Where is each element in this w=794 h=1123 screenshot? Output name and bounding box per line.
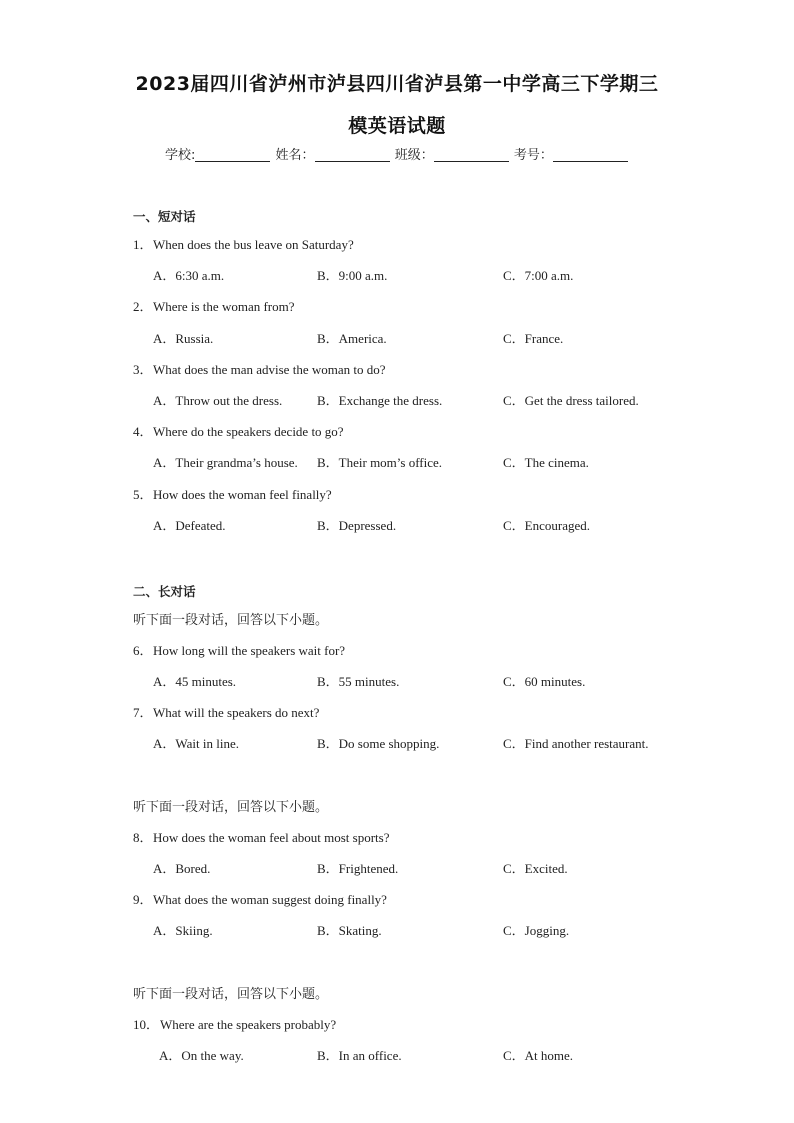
question-number: 10．	[133, 1017, 160, 1032]
question-text: What does the woman suggest doing finally?	[153, 892, 387, 907]
option-a[interactable]: A．Throw out the dress.	[153, 393, 283, 408]
option-b[interactable]: B．Exchange the dress.	[317, 393, 443, 408]
option-c[interactable]: C．The cinema.	[503, 455, 589, 470]
section1-heading: 一、短对话	[133, 209, 196, 224]
option-b[interactable]: B．Skating.	[317, 923, 382, 938]
question-number: 9．	[133, 892, 153, 907]
question-text: Where do the speakers decide to go?	[153, 424, 344, 439]
question-2	[133, 296, 295, 315]
section-instruction: 听下面一段对话，回答以下小题。	[133, 987, 329, 1002]
option-b[interactable]: B．In an office.	[317, 1048, 402, 1063]
option-b[interactable]: B．Their mom’s office.	[317, 455, 443, 470]
option-a[interactable]: A．Skiing.	[153, 923, 213, 938]
question-5	[133, 484, 332, 503]
question-text: What will the speakers do next?	[153, 705, 320, 720]
option-c[interactable]: C．Get the dress tailored.	[503, 393, 639, 408]
student-info-row	[165, 144, 629, 163]
option-a[interactable]: A．6:30 a.m.	[153, 268, 225, 283]
question-3	[133, 359, 386, 378]
question-4	[133, 421, 344, 440]
question-text: How does the woman feel finally?	[153, 487, 332, 502]
question-number: 2．	[133, 299, 153, 314]
question-number: 1．	[133, 237, 153, 252]
school-blank[interactable]	[195, 147, 270, 162]
option-a[interactable]: A．Bored.	[153, 861, 211, 876]
option-b[interactable]: B．Depressed.	[317, 518, 397, 533]
option-c[interactable]: C．At home.	[503, 1048, 574, 1063]
option-c[interactable]: C．France.	[503, 331, 564, 346]
number-blank[interactable]	[553, 147, 628, 162]
question-7	[133, 702, 319, 721]
option-b[interactable]: B．55 minutes.	[317, 674, 400, 689]
question-text: Where is the woman from?	[153, 299, 295, 314]
name-label: 姓名：	[275, 148, 315, 163]
option-a[interactable]: A．Defeated.	[153, 518, 226, 533]
option-b[interactable]: B．Frightened.	[317, 861, 399, 876]
option-c[interactable]: C．7:00 a.m.	[503, 268, 574, 283]
name-blank[interactable]	[315, 147, 390, 162]
option-a[interactable]: A．Wait in line.	[153, 736, 239, 751]
option-a[interactable]: A．45 minutes.	[153, 674, 237, 689]
option-b[interactable]: B．Do some shopping.	[317, 736, 440, 751]
question-1	[133, 234, 354, 253]
question-text: How long will the speakers wait for?	[153, 643, 346, 658]
option-a[interactable]: A．Their grandma’s house.	[153, 455, 298, 470]
question-number: 7．	[133, 705, 153, 720]
question-text: How does the woman feel about most sports?	[153, 830, 390, 845]
section2-heading: 二、长对话	[133, 584, 196, 599]
option-c[interactable]: C．Jogging.	[503, 923, 570, 938]
option-a[interactable]: A．On the way.	[159, 1048, 244, 1063]
question-8	[133, 827, 389, 846]
option-c[interactable]: C．Excited.	[503, 861, 568, 876]
class-label: 班级：	[394, 148, 434, 163]
question-text: Where are the speakers probably?	[160, 1017, 337, 1032]
school-label: 学校:	[165, 148, 196, 163]
exam-title-line2: 模英语试题	[348, 115, 446, 137]
option-b[interactable]: B．9:00 a.m.	[317, 268, 388, 283]
question-6	[133, 640, 345, 659]
option-c[interactable]: C．Find another restaurant.	[503, 736, 649, 751]
question-9	[133, 889, 387, 908]
option-c[interactable]: C．Encouraged.	[503, 518, 591, 533]
question-text: What does the man advise the woman to do?	[153, 362, 386, 377]
section-instruction: 听下面一段对话，回答以下小题。	[133, 613, 329, 628]
option-a[interactable]: A．Russia.	[153, 331, 214, 346]
question-text: When does the bus leave on Saturday?	[153, 237, 354, 252]
option-b[interactable]: B．America.	[317, 331, 387, 346]
option-c[interactable]: C．60 minutes.	[503, 674, 586, 689]
question-10	[133, 1014, 336, 1033]
question-number: 3．	[133, 362, 153, 377]
class-blank[interactable]	[434, 147, 509, 162]
exam-title-line1: 2023届四川省泸州市泸县四川省泸县第一中学高三下学期三	[135, 73, 659, 95]
question-number: 8．	[133, 830, 153, 845]
question-number: 5．	[133, 487, 153, 502]
question-number: 4．	[133, 424, 153, 439]
question-number: 6．	[133, 643, 153, 658]
section-instruction: 听下面一段对话，回答以下小题。	[133, 800, 329, 815]
number-label: 考号：	[513, 148, 553, 163]
